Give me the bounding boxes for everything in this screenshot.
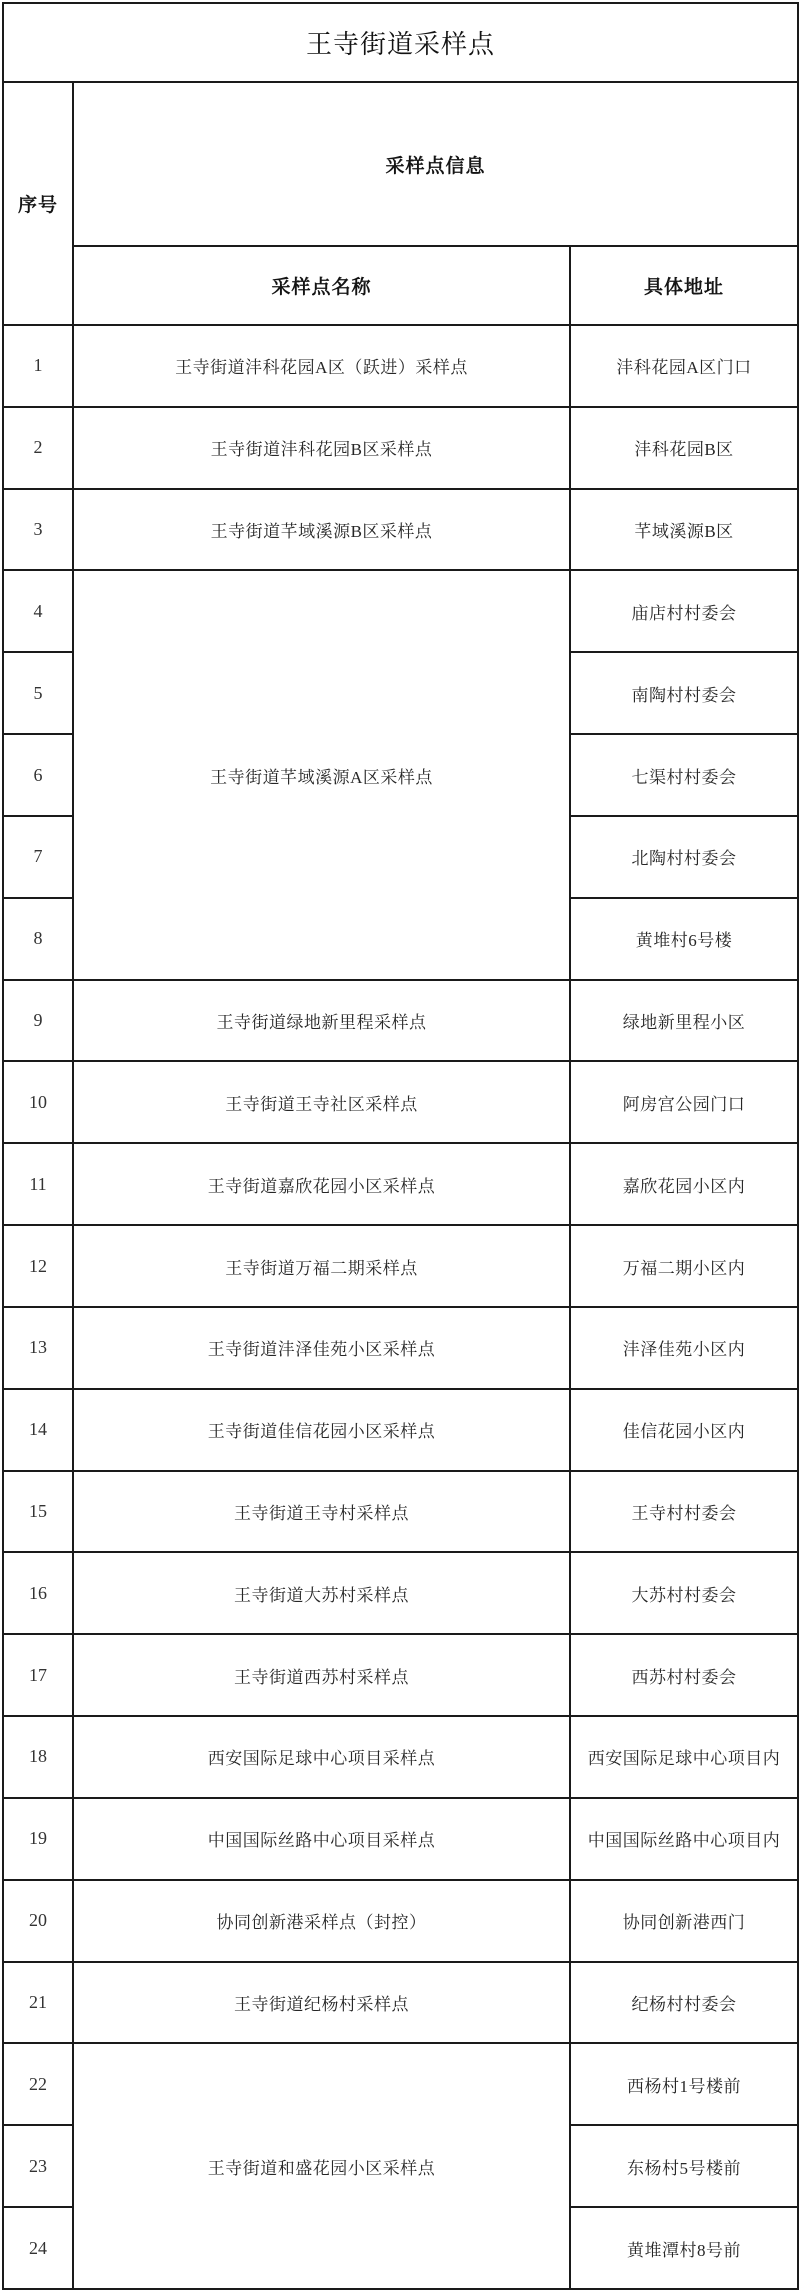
sampling-point-address: 黄堆潭村8号前: [570, 2207, 798, 2289]
table-row: [3, 1634, 798, 1716]
sampling-point-address: 大苏村村委会: [570, 1552, 798, 1634]
sampling-point-name: 王寺街道西苏村采样点: [73, 1634, 570, 1716]
sampling-point-name: 王寺街道万福二期采样点: [73, 1225, 570, 1307]
table-row: [3, 325, 798, 407]
row-number: 24: [3, 2207, 73, 2289]
row-number: 14: [3, 1389, 73, 1471]
sampling-point-address: 庙店村村委会: [570, 570, 798, 652]
row-number: 3: [3, 489, 73, 571]
sampling-point-name: 王寺街道王寺社区采样点: [73, 1061, 570, 1143]
sampling-point-address: 芊域溪源B区: [570, 489, 798, 571]
table-row: [3, 1962, 798, 2044]
table-row: [3, 489, 798, 571]
header-address: 具体地址: [570, 246, 798, 325]
sampling-point-name: 王寺街道沣泽佳苑小区采样点: [73, 1307, 570, 1389]
sampling-point-address: 纪杨村村委会: [570, 1962, 798, 2044]
sampling-point-address: 万福二期小区内: [570, 1225, 798, 1307]
sampling-point-address: 西安国际足球中心项目内: [570, 1716, 798, 1798]
sampling-point-address: 沣科花园A区门口: [570, 325, 798, 407]
sampling-point-name: 王寺街道沣科花园A区（跃进）采样点: [73, 325, 570, 407]
row-number: 6: [3, 734, 73, 816]
row-number: 16: [3, 1552, 73, 1634]
table-row: [3, 980, 798, 1062]
sampling-point-name: 王寺街道嘉欣花园小区采样点: [73, 1143, 570, 1225]
table-row: [3, 1552, 798, 1634]
row-number: 10: [3, 1061, 73, 1143]
table-row: [3, 1798, 798, 1880]
row-number: 17: [3, 1634, 73, 1716]
sampling-point-address: 西苏村村委会: [570, 1634, 798, 1716]
sampling-point-name: 协同创新港采样点（封控）: [73, 1880, 570, 1962]
sampling-point-address: 王寺村村委会: [570, 1471, 798, 1553]
sampling-point-address: 绿地新里程小区: [570, 980, 798, 1062]
row-number: 19: [3, 1798, 73, 1880]
sampling-point-name: 王寺街道王寺村采样点: [73, 1471, 570, 1553]
table-row: [3, 1143, 798, 1225]
sampling-point-address: 中国国际丝路中心项目内: [570, 1798, 798, 1880]
row-number: 8: [3, 898, 73, 980]
table-row: [3, 1716, 798, 1798]
row-number: 2: [3, 407, 73, 489]
sampling-point-address: 北陶村村委会: [570, 816, 798, 898]
sampling-point-name-merged: 王寺街道芊域溪源A区采样点: [73, 570, 570, 979]
table-row: [3, 407, 798, 489]
sampling-point-name: 王寺街道沣科花园B区采样点: [73, 407, 570, 489]
sampling-point-address: 嘉欣花园小区内: [570, 1143, 798, 1225]
row-number: 4: [3, 570, 73, 652]
sampling-point-name: 王寺街道芊域溪源B区采样点: [73, 489, 570, 571]
row-number: 1: [3, 325, 73, 407]
sampling-point-address: 协同创新港西门: [570, 1880, 798, 1962]
table-row: [3, 1389, 798, 1471]
sampling-point-address: 沣科花园B区: [570, 407, 798, 489]
sampling-point-name: 西安国际足球中心项目采样点: [73, 1716, 570, 1798]
table-row: [3, 570, 798, 652]
sampling-point-address: 东杨村5号楼前: [570, 2125, 798, 2207]
row-number: 15: [3, 1471, 73, 1553]
row-number: 23: [3, 2125, 73, 2207]
sampling-point-address: 沣泽佳苑小区内: [570, 1307, 798, 1389]
row-number: 21: [3, 1962, 73, 2044]
title-row: [3, 3, 798, 82]
sampling-point-address: 阿房宫公园门口: [570, 1061, 798, 1143]
sampling-point-address: 南陶村村委会: [570, 652, 798, 734]
table-row: [3, 1061, 798, 1143]
row-number: 18: [3, 1716, 73, 1798]
table-row: [3, 1225, 798, 1307]
row-number: 12: [3, 1225, 73, 1307]
table-title: 王寺街道采样点: [3, 3, 798, 82]
table-row: [3, 1307, 798, 1389]
table-row: [3, 2043, 798, 2125]
sampling-point-name: 王寺街道纪杨村采样点: [73, 1962, 570, 2044]
row-number: 11: [3, 1143, 73, 1225]
header-no: 序号: [3, 82, 73, 325]
sampling-point-address: 佳信花园小区内: [570, 1389, 798, 1471]
table-row: [3, 1471, 798, 1553]
row-number: 7: [3, 816, 73, 898]
sampling-point-name: 王寺街道大苏村采样点: [73, 1552, 570, 1634]
sampling-point-address: 黄堆村6号楼: [570, 898, 798, 980]
row-number: 22: [3, 2043, 73, 2125]
row-number: 20: [3, 1880, 73, 1962]
header-info: 采样点信息: [73, 82, 798, 246]
row-number: 9: [3, 980, 73, 1062]
table-row: [3, 1880, 798, 1962]
sampling-point-name-merged: 王寺街道和盛花园小区采样点: [73, 2043, 570, 2289]
header-name: 采样点名称: [73, 246, 570, 325]
sampling-point-address: 西杨村1号楼前: [570, 2043, 798, 2125]
sampling-points-table: [2, 2, 799, 2290]
row-number: 5: [3, 652, 73, 734]
sampling-point-address: 七渠村村委会: [570, 734, 798, 816]
sampling-point-name: 王寺街道绿地新里程采样点: [73, 980, 570, 1062]
sampling-point-name: 王寺街道佳信花园小区采样点: [73, 1389, 570, 1471]
row-number: 13: [3, 1307, 73, 1389]
header-row-info: [3, 82, 798, 246]
sampling-point-name: 中国国际丝路中心项目采样点: [73, 1798, 570, 1880]
header-row-columns: [3, 246, 798, 325]
